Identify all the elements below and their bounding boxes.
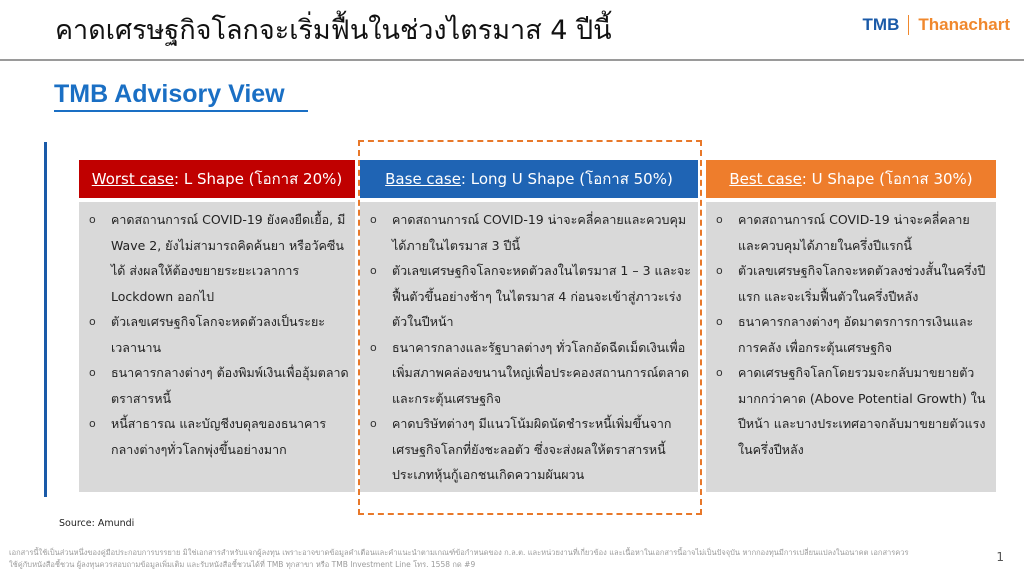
bullet: o — [716, 264, 723, 277]
logo-divider — [908, 15, 909, 35]
bullet: o — [370, 264, 377, 277]
bullet: o — [89, 213, 96, 226]
source-note: Source: Amundi — [59, 518, 135, 529]
disclaimer-text: เอกสารนี้ใช้เป็นส่วนหนึ่งของคู่มือประกอบการบรรยาย มิใช่เอกสารสำหรับแจกผู้ลงทุน เพราะอาจขาดข้อมูลคำเตือนและคำแนะนำตามเกณฑ์ข้อกำหนดของ ก.ล.ต. และหน่วยงานที่เกี่ยวข้อง และเนื้อหาในเอกสารนี้อาจไม่เป็นปัจจุบัน หากกองทุนมีการเปลี่ยนแปลงในอนาคต เอกสารควรใช้คู่กับหนังสือชี้ชวน ผู้ลงทุนควรสอบถามข้อมูลเพิ่มเติม และรับหนังสือชี้ชวนได้ที่ TMB ทุกสาขา หรือ TMB Investment Line โทร. 1558 กด #9 — [9, 548, 909, 569]
list-item-text: คาดสถานการณ์ COVID-19 น่าจะคลี่คลายและควบคุมได้ภายในครึ่งปีแรกนี้ — [738, 212, 970, 253]
list-item-text: ธนาคารกลางต่างๆ อัดมาตรการการเงินและการคลัง เพื่อกระตุ้นเศรษฐกิจ — [738, 314, 974, 355]
bullet: o — [716, 366, 723, 379]
list-item-text: ตัวเลขเศรษฐกิจโลกจะหดตัวลงช่วงสั้นในครึ่งปีแรก และจะเริ่มฟื้นตัวในครึ่งปีหลัง — [738, 263, 986, 304]
bullet: o — [89, 366, 96, 379]
list-item-text: คาดสถานการณ์ COVID-19 น่าจะคลี่คลายและควบคุมได้ภายในไตรมาส 3 ปีนี้ — [392, 212, 687, 253]
base-case-desc: : Long U Shape (โอกาส 50%) — [460, 170, 673, 188]
slide-title: คาดเศรษฐกิจโลกจะเริ่มฟื้นในช่วงไตรมาส 4 ปีนี้ — [55, 15, 612, 46]
list-item — [712, 309, 990, 360]
list-item-text: คาดบริษัทต่างๆ มีแนวโน้มผิดนัดชำระหนี้เพิ่มขึ้นจากเศรษฐกิจโลกที่ยังชะลอตัว ซึ่งจะส่งผลให้ตราสารหนี้ประเภทหุ้นกู้เอกชนเกิดความผันผวน — [392, 416, 672, 482]
worst-case-column — [79, 160, 355, 492]
best-case-desc: : U Shape (โอกาส 30%) — [801, 170, 973, 188]
base-case-label: Base case — [385, 170, 461, 188]
list-item-text: ธนาคารกลางต่างๆ ต้องพิมพ์เงินเพื่ออุ้มตลาดตราสารหนี้ — [111, 365, 349, 406]
list-item — [712, 207, 990, 258]
title-divider — [0, 59, 1024, 61]
bullet: o — [370, 340, 377, 354]
list-item — [85, 309, 349, 360]
brand-logo — [863, 15, 1010, 35]
section-subtitle: TMB Advisory View — [54, 80, 285, 108]
list-item — [712, 258, 990, 309]
list-item-text: คาดเศรษฐกิจโลกโดยรวมจะกลับมาขยายตัวมากกว่าคาด (Above Potential Growth) ในปีหน้า และบางประเทศอาจกลับมาขยายตัวแรงในครึ่งปีหลัง — [738, 365, 986, 457]
list-item-text: ตัวเลขเศรษฐกิจโลกจะหดตัวลงในไตรมาส 1 – 3 และจะฟื้นตัวขึ้นอย่างช้าๆ ในไตรมาส 4 ก่อนจะเข้าสู่ภาวะเร่งตัวในปีหน้า — [392, 263, 691, 329]
best-case-header — [706, 160, 996, 198]
best-case-label: Best case — [729, 170, 802, 188]
worst-case-header — [79, 160, 355, 198]
best-case-column — [706, 160, 996, 492]
logo-thanachart: Thanachart — [918, 15, 1010, 34]
worst-case-desc: : L Shape (โอกาส 20%) — [174, 170, 343, 188]
best-case-body — [706, 202, 996, 492]
page-number: 1 — [996, 550, 1004, 564]
bullet: o — [89, 315, 96, 328]
list-item — [85, 411, 349, 462]
list-item — [85, 360, 349, 411]
base-case-highlight-frame — [358, 140, 702, 515]
bullet: o — [716, 315, 723, 328]
list-item — [85, 207, 349, 309]
list-item — [712, 360, 990, 462]
worst-case-label: Worst case — [91, 170, 174, 188]
worst-case-body — [79, 202, 355, 492]
list-item-text: คาดสถานการณ์ COVID-19 ยังคงยืดเยื้อ, มี Wave 2, ยังไม่สามารถคิดค้นยา หรือวัคซีนได้ ส่งผลให้ต้องขยายระยะเวลาการ Lockdown ออกไป — [111, 212, 346, 304]
bullet: o — [89, 417, 96, 430]
list-item-text: ธนาคารกลางและรัฐบาลต่างๆ ทั่วโลกอัดฉีดเม็ดเงินเพื่อเพิ่มสภาพคล่องขนานใหญ่เพื่อประคองสถานการณ์ตลาดและกระตุ้นเศรษฐกิจ — [392, 339, 690, 406]
list-item-text: ตัวเลขเศรษฐกิจโลกจะหดตัวลงเป็นระยะเวลานาน — [111, 314, 326, 355]
subtitle-underline — [54, 110, 308, 112]
left-accent-bar — [44, 142, 47, 497]
bullet: o — [370, 213, 377, 226]
logo-tmb: TMB — [862, 15, 900, 34]
bullet: o — [716, 213, 723, 226]
list-item-text: หนี้สาธารณ และบัญชีงบดุลของธนาคารกลางต่างๆทั่วโลกพุ่งขึ้นอย่างมาก — [111, 416, 327, 457]
bullet: o — [370, 417, 377, 430]
